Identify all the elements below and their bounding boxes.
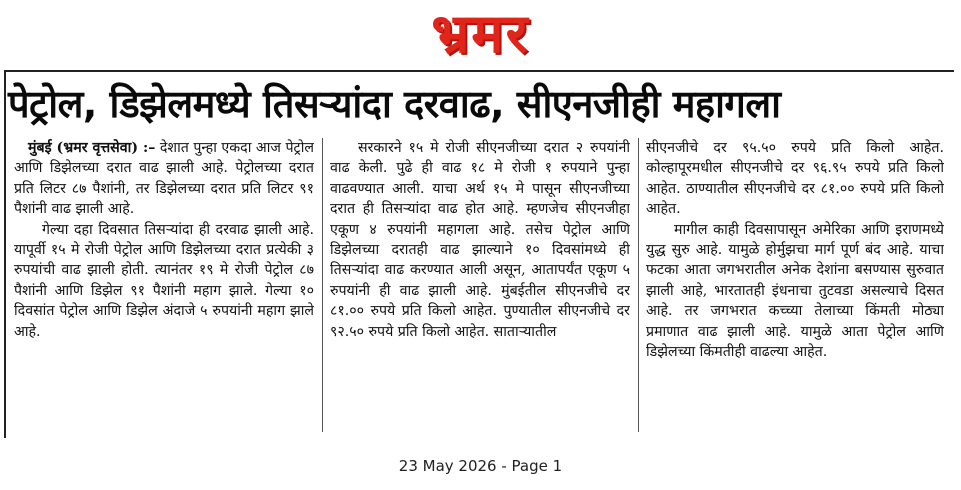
logo-text: भ्रमर xyxy=(431,2,530,65)
article-column-3 xyxy=(646,138,944,434)
article-paragraph xyxy=(14,138,314,220)
article-column-2 xyxy=(330,138,630,434)
column-divider xyxy=(638,138,639,432)
paragraph-text: देशात पुन्हा एकदा आज पेट्रोल आणि डिझेलच्या दरात वाढ झाली आहे. पेट्रोलच्या दरात प्रति लिटर ८७ पैशांनी, तर डिझेलच्या दरात प्रति लिटर ९१ पैशांनी वाढ झाली आहे. xyxy=(14,140,314,218)
dateline: मुंबई (भ्रमर वृत्तसेवा) :– xyxy=(28,140,156,156)
article-paragraph: मागील काही दिवसापासून अमेरिका आणि इराणमध्ये युद्ध सुरु आहे. यामुळे होर्मुझचा मार्ग पूर्ण बंद आहे. याचा फटका आता जगभरातील अनेक देशांना बसण्यास सुरुवात झाली आहे, भारतातही इंधनाचा तुटवडा असल्याचे दिसत आहे. तर जगभरात कच्च्या तेलाच्या किंमती मोठ्या प्रमाणात वाढ झाली आहे. यामुळे आता पेट्रोल आणि डिझेलच्या किंमतीही वाढल्या आहेत. xyxy=(646,221,944,361)
article-paragraph: सीएनजीचे दर ९५.५० रुपये प्रति किलो आहेत. कोल्हापूरमधील सीएनजीचे दर ९६.९५ रुपये प्रति किलो आहेत. ठाण्यातील सीएनजीचे दर ८१.०० रुपये प्रति किलो आहेत. xyxy=(646,140,944,218)
article-paragraph: सरकारने १५ मे रोजी सीएनजीच्या दरात २ रुपयांनी वाढ केली. पुढे ही वाढ १८ मे रोजी १ रुपयाने पुन्हा वाढवण्यात आली. याचा अर्थ १५ मे पासून सीएनजीच्या दरात ही तिसऱ्यांदा वाढ होत आहे. म्हणजेच सीएनजीहा एकूण ४ रुपयांनी महागला आहे. तसेच पेट्रोल आणि डिझेलच्या दरातही वाढ झाल्याने १० दिवसांमध्ये ही तिसऱ्यांदा वाढ करण्यात आली असून, आतापर्यंत एकूण ५ रुपयांनी ही वाढ झाली आहे. मुंबईतील सीएनजीचे दर ८१.०० रुपये प्रति किलो आहेत. पुण्यातील सीएनजीचे दर ९२.५० रुपये प्रति किलो आहेत. साताऱ्यातील xyxy=(330,140,630,340)
masthead-logo xyxy=(0,2,961,66)
column-divider xyxy=(322,138,323,432)
article-column-1 xyxy=(14,138,314,434)
article-paragraph: गेल्या दहा दिवसात तिसऱ्यांदा ही दरवाढ झाली आहे. यापूर्वी १५ मे रोजी पेट्रोल आणि डिझेलच्या दरात प्रत्येकी ३ रुपयांची वाढ झाली होती. त्यानंतर १९ मे रोजी पेट्रोल ८७ पैशांनी आणि डिझेल ९१ पैशांनी महाग झाले. गेल्या १० दिवसांत पेट्रोल आणि डिझेल अंदाजे ५ रुपयांनी महाग झाले आहे. xyxy=(14,221,314,340)
page-footer: 23 May 2026 - Page 1 xyxy=(398,457,563,475)
article-headline: पेट्रोल, डिझेलमध्ये तिसऱ्यांदा दरवाढ, सीएनजीही महागला xyxy=(8,82,781,126)
